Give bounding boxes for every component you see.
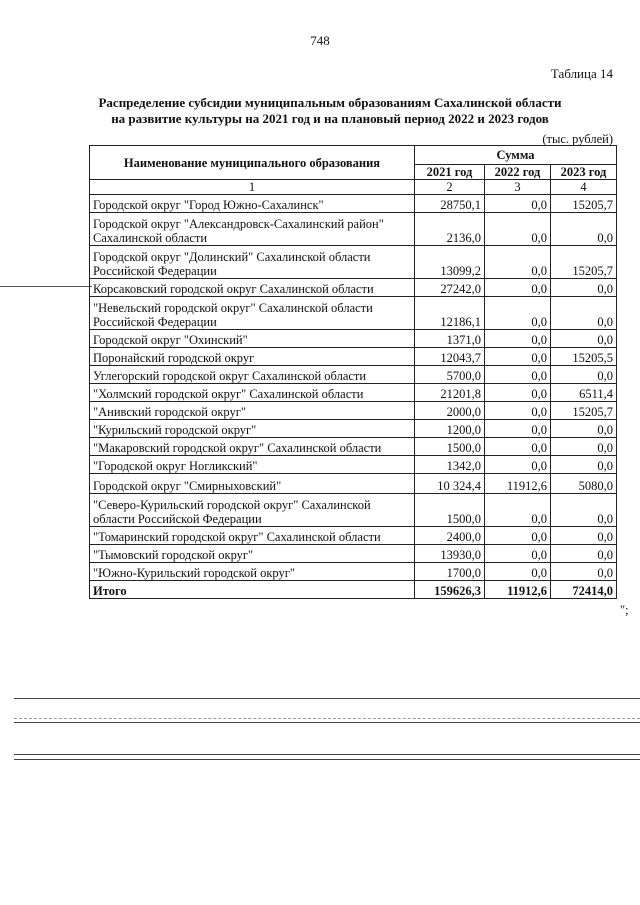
table-row bbox=[90, 279, 617, 297]
value-2023: 0,0 bbox=[551, 456, 617, 474]
value-2021: 28750,1 bbox=[415, 195, 485, 213]
municipality-name: "Томаринский городской округ" Сахалинской области bbox=[90, 527, 415, 545]
value-2023: 0,0 bbox=[551, 545, 617, 563]
value-2021: 12186,1 bbox=[415, 297, 485, 330]
municipality-name: "Невельский городской округ" Сахалинской области Российской Федерации bbox=[90, 297, 415, 330]
value-2023: 5080,0 bbox=[551, 474, 617, 494]
table-row bbox=[90, 527, 617, 545]
total-2023: 72414,0 bbox=[551, 581, 617, 599]
horizontal-rule bbox=[14, 754, 640, 755]
column-number: 3 bbox=[485, 180, 551, 195]
table-row bbox=[90, 563, 617, 581]
value-2021: 1371,0 bbox=[415, 330, 485, 348]
header-year-2023: 2023 год bbox=[551, 165, 617, 180]
horizontal-rule bbox=[14, 718, 640, 719]
municipality-name: "Тымовский городской округ" bbox=[90, 545, 415, 563]
value-2021: 2000,0 bbox=[415, 402, 485, 420]
table-row bbox=[90, 494, 617, 527]
municipality-name: "Северо-Курильский городской округ" Сахалинской области Российской Федерации bbox=[90, 494, 415, 527]
table-row bbox=[90, 384, 617, 402]
value-2022: 0,0 bbox=[485, 384, 551, 402]
value-2023: 0,0 bbox=[551, 420, 617, 438]
closing-quote-mark: "; bbox=[620, 603, 629, 617]
value-2022: 0,0 bbox=[485, 195, 551, 213]
value-2021: 2136,0 bbox=[415, 213, 485, 246]
units-label: (тыс. рублей) bbox=[542, 132, 613, 146]
value-2023: 0,0 bbox=[551, 494, 617, 527]
value-2022: 0,0 bbox=[485, 545, 551, 563]
value-2023: 15205,7 bbox=[551, 402, 617, 420]
value-2022: 0,0 bbox=[485, 348, 551, 366]
table-row bbox=[90, 297, 617, 330]
total-row bbox=[90, 581, 617, 599]
municipality-name: Городской округ "Долинский" Сахалинской области Российской Федерации bbox=[90, 246, 415, 279]
municipality-name: Городской округ "Охинский" bbox=[90, 330, 415, 348]
value-2022: 0,0 bbox=[485, 527, 551, 545]
value-2023: 15205,7 bbox=[551, 246, 617, 279]
value-2023: 0,0 bbox=[551, 213, 617, 246]
table-label: Таблица 14 bbox=[550, 66, 613, 81]
value-2021: 1200,0 bbox=[415, 420, 485, 438]
value-2021: 2400,0 bbox=[415, 527, 485, 545]
margin-line bbox=[0, 286, 92, 287]
value-2023: 0,0 bbox=[551, 297, 617, 330]
municipality-name: Городской округ "Смирныховский" bbox=[90, 474, 415, 494]
value-2021: 13099,2 bbox=[415, 246, 485, 279]
municipality-name: "Южно-Курильский городской округ" bbox=[90, 563, 415, 581]
value-2023: 0,0 bbox=[551, 366, 617, 384]
table-row bbox=[90, 438, 617, 456]
value-2022: 0,0 bbox=[485, 402, 551, 420]
municipality-name: Поронайский городской округ bbox=[90, 348, 415, 366]
column-number: 4 bbox=[551, 180, 617, 195]
value-2021: 5700,0 bbox=[415, 366, 485, 384]
municipality-name: Городской округ "Город Южно-Сахалинск" bbox=[90, 195, 415, 213]
value-2023: 15205,7 bbox=[551, 195, 617, 213]
municipality-name: "Анивский городской округ" bbox=[90, 402, 415, 420]
title-line-2: на развитие культуры на 2021 год и на плановый период 2022 и 2023 годов bbox=[111, 111, 549, 126]
header-year-2021: 2021 год bbox=[415, 165, 485, 180]
value-2023: 6511,4 bbox=[551, 384, 617, 402]
value-2021: 27242,0 bbox=[415, 279, 485, 297]
total-label: Итого bbox=[90, 581, 415, 599]
value-2023: 0,0 bbox=[551, 438, 617, 456]
header-sum: Сумма bbox=[415, 146, 617, 165]
value-2022: 0,0 bbox=[485, 330, 551, 348]
horizontal-rule bbox=[14, 722, 640, 723]
value-2022: 0,0 bbox=[485, 494, 551, 527]
value-2022: 0,0 bbox=[485, 456, 551, 474]
value-2022: 0,0 bbox=[485, 366, 551, 384]
value-2022: 0,0 bbox=[485, 246, 551, 279]
municipality-name: Корсаковский городской округ Сахалинской области bbox=[90, 279, 415, 297]
table-row bbox=[90, 545, 617, 563]
column-number: 2 bbox=[415, 180, 485, 195]
value-2021: 1500,0 bbox=[415, 438, 485, 456]
page-number: 748 bbox=[310, 33, 330, 48]
table-row bbox=[90, 195, 617, 213]
column-number: 1 bbox=[90, 180, 415, 195]
municipality-name: Городской округ "Александровск-Сахалинский район" Сахалинской области bbox=[90, 213, 415, 246]
table-row bbox=[90, 420, 617, 438]
value-2022: 0,0 bbox=[485, 563, 551, 581]
value-2022: 0,0 bbox=[485, 438, 551, 456]
table-row bbox=[90, 456, 617, 474]
document-title bbox=[60, 95, 600, 127]
column-numbers-row bbox=[90, 180, 617, 195]
value-2021: 1342,0 bbox=[415, 456, 485, 474]
table-row bbox=[90, 402, 617, 420]
value-2023: 0,0 bbox=[551, 527, 617, 545]
value-2021: 12043,7 bbox=[415, 348, 485, 366]
table-row bbox=[90, 474, 617, 494]
table-row bbox=[90, 330, 617, 348]
municipality-name: "Городской округ Ногликский" bbox=[90, 456, 415, 474]
value-2023: 0,0 bbox=[551, 330, 617, 348]
municipality-name: Углегорский городской округ Сахалинской области bbox=[90, 366, 415, 384]
table-row bbox=[90, 348, 617, 366]
municipality-name: "Макаровский городской округ" Сахалинской области bbox=[90, 438, 415, 456]
horizontal-rule bbox=[14, 698, 640, 699]
value-2023: 0,0 bbox=[551, 279, 617, 297]
value-2021: 1500,0 bbox=[415, 494, 485, 527]
total-2022: 11912,6 bbox=[485, 581, 551, 599]
value-2022: 0,0 bbox=[485, 420, 551, 438]
value-2023: 15205,5 bbox=[551, 348, 617, 366]
horizontal-rule bbox=[14, 759, 640, 760]
value-2022: 0,0 bbox=[485, 279, 551, 297]
value-2021: 13930,0 bbox=[415, 545, 485, 563]
value-2021: 21201,8 bbox=[415, 384, 485, 402]
table-row bbox=[90, 366, 617, 384]
table-row bbox=[90, 246, 617, 279]
value-2021: 10 324,4 bbox=[415, 474, 485, 494]
total-2021: 159626,3 bbox=[415, 581, 485, 599]
header-year-2022: 2022 год bbox=[485, 165, 551, 180]
subsidy-distribution-table bbox=[89, 145, 617, 599]
header-name: Наименование муниципального образования bbox=[90, 146, 415, 180]
municipality-name: "Холмский городской округ" Сахалинской области bbox=[90, 384, 415, 402]
title-line-1: Распределение субсидии муниципальным образованиям Сахалинской области bbox=[98, 95, 562, 110]
value-2022: 0,0 bbox=[485, 213, 551, 246]
table-row bbox=[90, 213, 617, 246]
value-2022: 11912,6 bbox=[485, 474, 551, 494]
value-2022: 0,0 bbox=[485, 297, 551, 330]
value-2021: 1700,0 bbox=[415, 563, 485, 581]
municipality-name: "Курильский городской округ" bbox=[90, 420, 415, 438]
value-2023: 0,0 bbox=[551, 563, 617, 581]
